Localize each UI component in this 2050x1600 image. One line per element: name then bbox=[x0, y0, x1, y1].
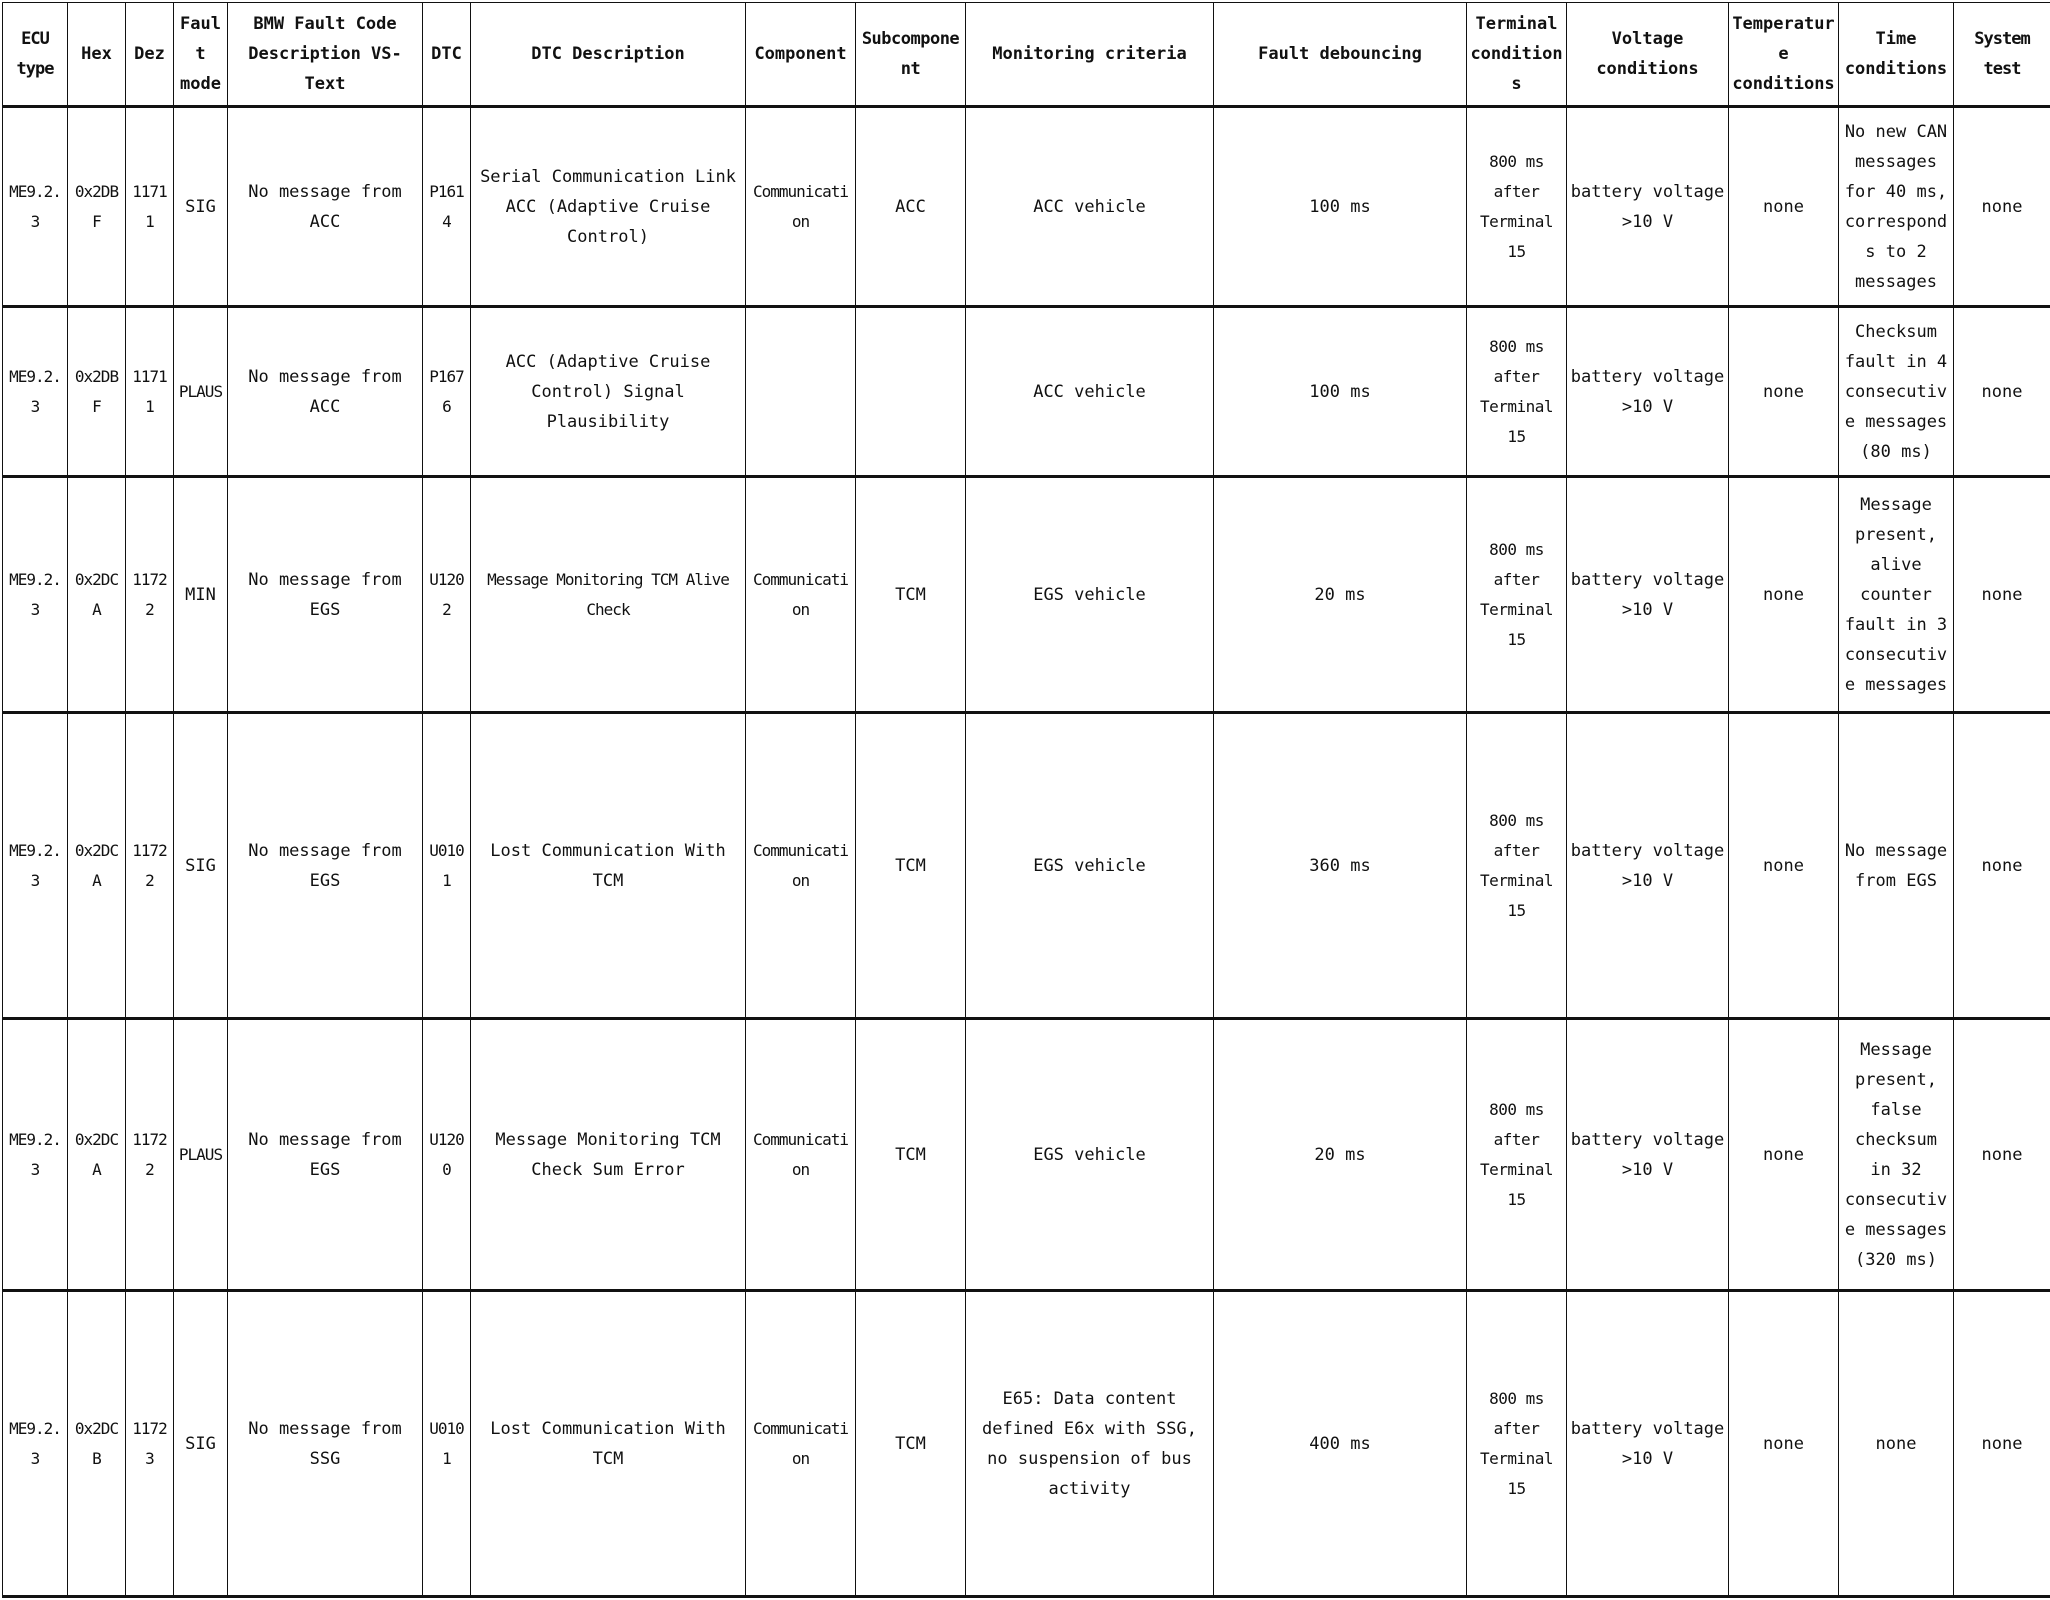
table-row bbox=[3, 713, 2050, 1019]
cell-subcomponent: TCM bbox=[856, 477, 966, 713]
cell-dez: 11711 bbox=[126, 107, 174, 307]
header-ecu-type: ECU type bbox=[3, 3, 68, 107]
cell-dtc-description: Message Monitoring TCM Check Sum Error bbox=[471, 1019, 746, 1291]
cell-subcomponent: ACC bbox=[856, 107, 966, 307]
cell-system-test: none bbox=[1954, 477, 2050, 713]
cell-terminal-conditions: 800 ms after Terminal 15 bbox=[1467, 107, 1567, 307]
header-dez: Dez bbox=[126, 3, 174, 107]
header-monitoring-criteria: Monitoring criteria bbox=[966, 3, 1214, 107]
cell-component: Communication bbox=[746, 713, 856, 1019]
cell-dtc-description: ACC (Adaptive Cruise Control) Signal Plausibility bbox=[471, 307, 746, 477]
cell-hex: 0x2DBF bbox=[68, 307, 126, 477]
cell-terminal-conditions: 800 ms after Terminal 15 bbox=[1467, 307, 1567, 477]
cell-voltage-conditions: battery voltage >10 V bbox=[1567, 107, 1729, 307]
cell-terminal-conditions: 800 ms after Terminal 15 bbox=[1467, 1019, 1567, 1291]
cell-dtc: P1676 bbox=[423, 307, 471, 477]
cell-monitoring-criteria: EGS vehicle bbox=[966, 477, 1214, 713]
header-hex: Hex bbox=[68, 3, 126, 107]
cell-bmw-description: No message from EGS bbox=[228, 1019, 423, 1291]
table-row bbox=[3, 1291, 2050, 1597]
cell-fault-mode: SIG bbox=[174, 107, 228, 307]
cell-fault-debouncing: 20 ms bbox=[1214, 477, 1467, 713]
cell-voltage-conditions: battery voltage >10 V bbox=[1567, 713, 1729, 1019]
header-voltage-conditions: Voltage conditions bbox=[1567, 3, 1729, 107]
cell-ecu-type: ME9.2.3 bbox=[3, 107, 68, 307]
cell-fault-mode: SIG bbox=[174, 713, 228, 1019]
cell-dez: 11722 bbox=[126, 1019, 174, 1291]
cell-hex: 0x2DCA bbox=[68, 713, 126, 1019]
cell-dtc-description: Lost Communication With TCM bbox=[471, 713, 746, 1019]
cell-temperature-conditions: none bbox=[1729, 713, 1839, 1019]
cell-fault-debouncing: 360 ms bbox=[1214, 713, 1467, 1019]
cell-component bbox=[746, 307, 856, 477]
cell-ecu-type: ME9.2.3 bbox=[3, 307, 68, 477]
cell-ecu-type: ME9.2.3 bbox=[3, 713, 68, 1019]
cell-voltage-conditions: battery voltage >10 V bbox=[1567, 1291, 1729, 1597]
header-bmw-description: BMW Fault Code Description VS-Text bbox=[228, 3, 423, 107]
cell-hex: 0x2DCB bbox=[68, 1291, 126, 1597]
cell-fault-debouncing: 100 ms bbox=[1214, 107, 1467, 307]
cell-fault-mode: MIN bbox=[174, 477, 228, 713]
table-row bbox=[3, 1019, 2050, 1291]
cell-component: Communication bbox=[746, 477, 856, 713]
header-component: Component bbox=[746, 3, 856, 107]
cell-subcomponent: TCM bbox=[856, 1291, 966, 1597]
cell-fault-debouncing: 400 ms bbox=[1214, 1291, 1467, 1597]
cell-fault-mode: SIG bbox=[174, 1291, 228, 1597]
cell-dez: 11711 bbox=[126, 307, 174, 477]
header-system-test: System test bbox=[1954, 3, 2050, 107]
cell-temperature-conditions: none bbox=[1729, 107, 1839, 307]
cell-component: Communication bbox=[746, 1291, 856, 1597]
cell-dtc-description: Lost Communication With TCM bbox=[471, 1291, 746, 1597]
header-temperature-conditions: Temperature conditions bbox=[1729, 3, 1839, 107]
cell-subcomponent bbox=[856, 307, 966, 477]
cell-subcomponent: TCM bbox=[856, 713, 966, 1019]
cell-subcomponent: TCM bbox=[856, 1019, 966, 1291]
cell-system-test: none bbox=[1954, 307, 2050, 477]
cell-dtc: U0101 bbox=[423, 1291, 471, 1597]
header-terminal-conditions: Terminal conditions bbox=[1467, 3, 1567, 107]
cell-temperature-conditions: none bbox=[1729, 1019, 1839, 1291]
cell-dtc: U1200 bbox=[423, 1019, 471, 1291]
cell-fault-debouncing: 20 ms bbox=[1214, 1019, 1467, 1291]
cell-monitoring-criteria: ACC vehicle bbox=[966, 107, 1214, 307]
fault-code-table bbox=[2, 2, 2050, 1598]
cell-dtc-description: Message Monitoring TCM Alive Check bbox=[471, 477, 746, 713]
cell-ecu-type: ME9.2.3 bbox=[3, 477, 68, 713]
table-row bbox=[3, 307, 2050, 477]
cell-system-test: none bbox=[1954, 1019, 2050, 1291]
cell-system-test: none bbox=[1954, 1291, 2050, 1597]
cell-time-conditions: none bbox=[1839, 1291, 1954, 1597]
cell-component: Communication bbox=[746, 1019, 856, 1291]
cell-fault-debouncing: 100 ms bbox=[1214, 307, 1467, 477]
cell-time-conditions: Message present, false checksum in 32 consecutive messages (320 ms) bbox=[1839, 1019, 1954, 1291]
cell-time-conditions: Message present, alive counter fault in 3 consecutive messages bbox=[1839, 477, 1954, 713]
cell-bmw-description: No message from SSG bbox=[228, 1291, 423, 1597]
cell-fault-mode: PLAUS bbox=[174, 1019, 228, 1291]
cell-temperature-conditions: none bbox=[1729, 477, 1839, 713]
cell-time-conditions: Checksum fault in 4 consecutive messages (80 ms) bbox=[1839, 307, 1954, 477]
cell-system-test: none bbox=[1954, 107, 2050, 307]
cell-monitoring-criteria: EGS vehicle bbox=[966, 713, 1214, 1019]
cell-system-test: none bbox=[1954, 713, 2050, 1019]
cell-dtc-description: Serial Communication Link ACC (Adaptive Cruise Control) bbox=[471, 107, 746, 307]
cell-hex: 0x2DBF bbox=[68, 107, 126, 307]
cell-voltage-conditions: battery voltage >10 V bbox=[1567, 477, 1729, 713]
cell-monitoring-criteria: E65: Data content defined E6x with SSG, no suspension of bus activity bbox=[966, 1291, 1214, 1597]
cell-temperature-conditions: none bbox=[1729, 307, 1839, 477]
cell-bmw-description: No message from ACC bbox=[228, 307, 423, 477]
cell-bmw-description: No message from EGS bbox=[228, 713, 423, 1019]
cell-dez: 11722 bbox=[126, 713, 174, 1019]
header-dtc: DTC bbox=[423, 3, 471, 107]
cell-dtc: U0101 bbox=[423, 713, 471, 1019]
header-time-conditions: Time conditions bbox=[1839, 3, 1954, 107]
cell-bmw-description: No message from ACC bbox=[228, 107, 423, 307]
header-dtc-description: DTC Description bbox=[471, 3, 746, 107]
cell-dez: 11722 bbox=[126, 477, 174, 713]
header-fault-mode: Fault mode bbox=[174, 3, 228, 107]
cell-voltage-conditions: battery voltage >10 V bbox=[1567, 1019, 1729, 1291]
cell-monitoring-criteria: ACC vehicle bbox=[966, 307, 1214, 477]
header-row bbox=[3, 3, 2050, 107]
table-row bbox=[3, 107, 2050, 307]
cell-bmw-description: No message from EGS bbox=[228, 477, 423, 713]
cell-fault-mode: PLAUS bbox=[174, 307, 228, 477]
cell-ecu-type: ME9.2.3 bbox=[3, 1019, 68, 1291]
cell-dtc: P1614 bbox=[423, 107, 471, 307]
cell-terminal-conditions: 800 ms after Terminal 15 bbox=[1467, 477, 1567, 713]
cell-hex: 0x2DCA bbox=[68, 477, 126, 713]
cell-time-conditions: No new CAN messages for 40 ms, corresponds to 2 messages bbox=[1839, 107, 1954, 307]
cell-monitoring-criteria: EGS vehicle bbox=[966, 1019, 1214, 1291]
cell-hex: 0x2DCA bbox=[68, 1019, 126, 1291]
cell-dez: 11723 bbox=[126, 1291, 174, 1597]
cell-component: Communication bbox=[746, 107, 856, 307]
header-fault-debouncing: Fault debouncing bbox=[1214, 3, 1467, 107]
cell-ecu-type: ME9.2.3 bbox=[3, 1291, 68, 1597]
cell-terminal-conditions: 800 ms after Terminal 15 bbox=[1467, 713, 1567, 1019]
header-subcomponent: Subcomponent bbox=[856, 3, 966, 107]
cell-terminal-conditions: 800 ms after Terminal 15 bbox=[1467, 1291, 1567, 1597]
cell-voltage-conditions: battery voltage >10 V bbox=[1567, 307, 1729, 477]
table-row bbox=[3, 477, 2050, 713]
cell-temperature-conditions: none bbox=[1729, 1291, 1839, 1597]
cell-time-conditions: No message from EGS bbox=[1839, 713, 1954, 1019]
cell-dtc: U1202 bbox=[423, 477, 471, 713]
